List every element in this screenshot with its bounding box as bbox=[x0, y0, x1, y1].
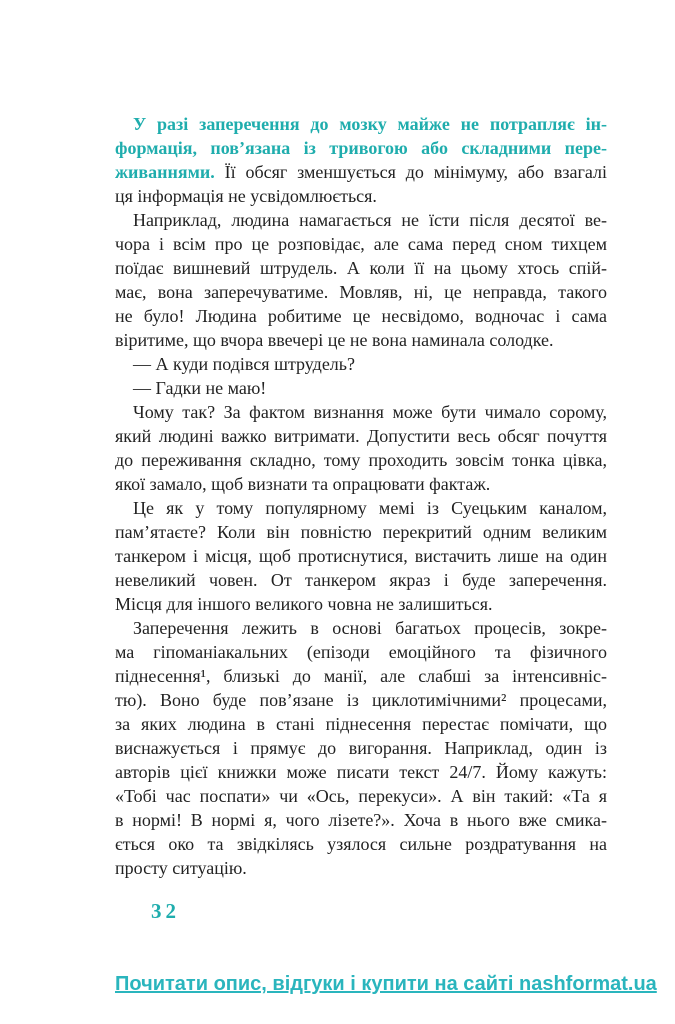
body-text: віритиме, що вчора ввечері це не вона наминала солодке. bbox=[115, 330, 554, 350]
text-line bbox=[115, 208, 607, 232]
text-line bbox=[115, 376, 607, 400]
body-text: — А куди подівся штрудель? bbox=[133, 354, 355, 374]
body-text: Заперечення лежить в основі багатьох процесів, зокре- bbox=[133, 618, 607, 638]
text-line bbox=[115, 736, 607, 760]
text-line bbox=[115, 400, 607, 424]
body-text: тю). Воно буде пов’язане із циклотимічними² процесами, bbox=[115, 690, 607, 710]
text-line bbox=[115, 184, 607, 208]
paragraph bbox=[115, 352, 607, 376]
body-text: Це як у тому популярному мемі із Суецьким каналом, bbox=[133, 498, 607, 518]
body-text: чора і всім про це розповідає, але сама перед сном тихцем bbox=[115, 234, 607, 254]
text-line bbox=[115, 712, 607, 736]
body-text: Наприклад, людина намагається не їсти після десятої ве- bbox=[133, 210, 607, 230]
text-line bbox=[115, 616, 607, 640]
text-line bbox=[115, 760, 607, 784]
text-line bbox=[115, 808, 607, 832]
paragraph bbox=[115, 400, 607, 496]
paragraph bbox=[115, 112, 607, 208]
body-text: ється око та звідкілясь узялося сильне роздратування на bbox=[115, 834, 607, 854]
body-text: за яких людина в стані піднесення перестає помічати, що bbox=[115, 714, 607, 734]
paragraph bbox=[115, 616, 607, 880]
footer bbox=[0, 973, 675, 996]
highlighted-text: У разі заперечення до мозку майже не потрапляє ін- bbox=[133, 114, 607, 134]
body-text: просту ситуацію. bbox=[115, 858, 247, 878]
text-block bbox=[115, 112, 607, 880]
text-line bbox=[115, 328, 607, 352]
text-line bbox=[115, 232, 607, 256]
body-text: виснажується і прямує до вигорання. Наприклад, один із bbox=[115, 738, 607, 758]
text-line bbox=[115, 568, 607, 592]
text-line bbox=[115, 472, 607, 496]
text-line bbox=[115, 112, 607, 136]
text-line bbox=[115, 520, 607, 544]
text-line bbox=[115, 592, 607, 616]
text-line bbox=[115, 448, 607, 472]
text-line bbox=[115, 496, 607, 520]
text-line bbox=[115, 688, 607, 712]
body-text: ця інформація не усвідомлюється. bbox=[115, 186, 377, 206]
body-text: Місця для іншого великого човна не залишиться. bbox=[115, 594, 493, 614]
text-line bbox=[115, 832, 607, 856]
body-text: якої замало, щоб визнати та опрацювати фактаж. bbox=[115, 474, 491, 494]
body-text: поїдає вишневий штрудель. А коли її на цьому хтось спій- bbox=[115, 258, 607, 278]
body-text: який людині важко витримати. Допустити весь обсяг почуття bbox=[115, 426, 607, 446]
body-text: — Гадки не маю! bbox=[133, 378, 267, 398]
text-line bbox=[115, 784, 607, 808]
text-line bbox=[115, 424, 607, 448]
text-line bbox=[115, 352, 607, 376]
body-text: піднесення¹, близькі до манії, але слабші за інтенсивніс- bbox=[115, 666, 607, 686]
body-text: «Тобі час поспати» чи «Ось, перекуси». А він такий: «Та я bbox=[115, 786, 607, 806]
text-line bbox=[115, 160, 607, 184]
body-text: Чому так? За фактом визнання може бути чимало сорому, bbox=[133, 402, 607, 422]
highlighted-text: живаннями. bbox=[115, 162, 215, 182]
paragraph bbox=[115, 208, 607, 352]
text-line bbox=[115, 280, 607, 304]
body-text: авторів цієї книжки може писати текст 24/7. Йому кажуть: bbox=[115, 762, 607, 782]
text-line bbox=[115, 856, 607, 880]
text-line bbox=[115, 664, 607, 688]
paragraph bbox=[115, 376, 607, 400]
body-text: до переживання складно, тому проходить зовсім тонка цівка, bbox=[115, 450, 607, 470]
footer-store-link[interactable]: Почитати опис, відгуки і купити на сайті nashformat.ua bbox=[115, 973, 657, 995]
body-text: пам’ятаєте? Коли він повністю перекритий одним великим bbox=[115, 522, 607, 542]
paragraph bbox=[115, 496, 607, 616]
body-text: має, вона заперечуватиме. Мовляв, ні, це неправда, такого bbox=[115, 282, 607, 302]
text-line bbox=[115, 136, 607, 160]
text-line bbox=[115, 544, 607, 568]
page-number: 32 bbox=[151, 899, 180, 923]
body-text: невеликий човен. От танкером якраз і буде заперечення. bbox=[115, 570, 607, 590]
text-line bbox=[115, 304, 607, 328]
text-line bbox=[115, 640, 607, 664]
text-line bbox=[115, 256, 607, 280]
body-text: в нормі! В нормі я, чого лізете?». Хоча в нього вже смика- bbox=[115, 810, 607, 830]
highlighted-text: формація, пов’язана із тривогою або складними пере- bbox=[115, 138, 607, 158]
body-text: ма гіпоманіакальних (епізоди емоційного та фізичного bbox=[115, 642, 607, 662]
body-text: танкером і місця, щоб протиснутися, вистачить лише на один bbox=[115, 546, 607, 566]
body-text: не було! Людина робитиме це несвідомо, водночас і сама bbox=[115, 306, 607, 326]
body-text: Її обсяг зменшується до мінімуму, або взагалі bbox=[214, 162, 607, 182]
